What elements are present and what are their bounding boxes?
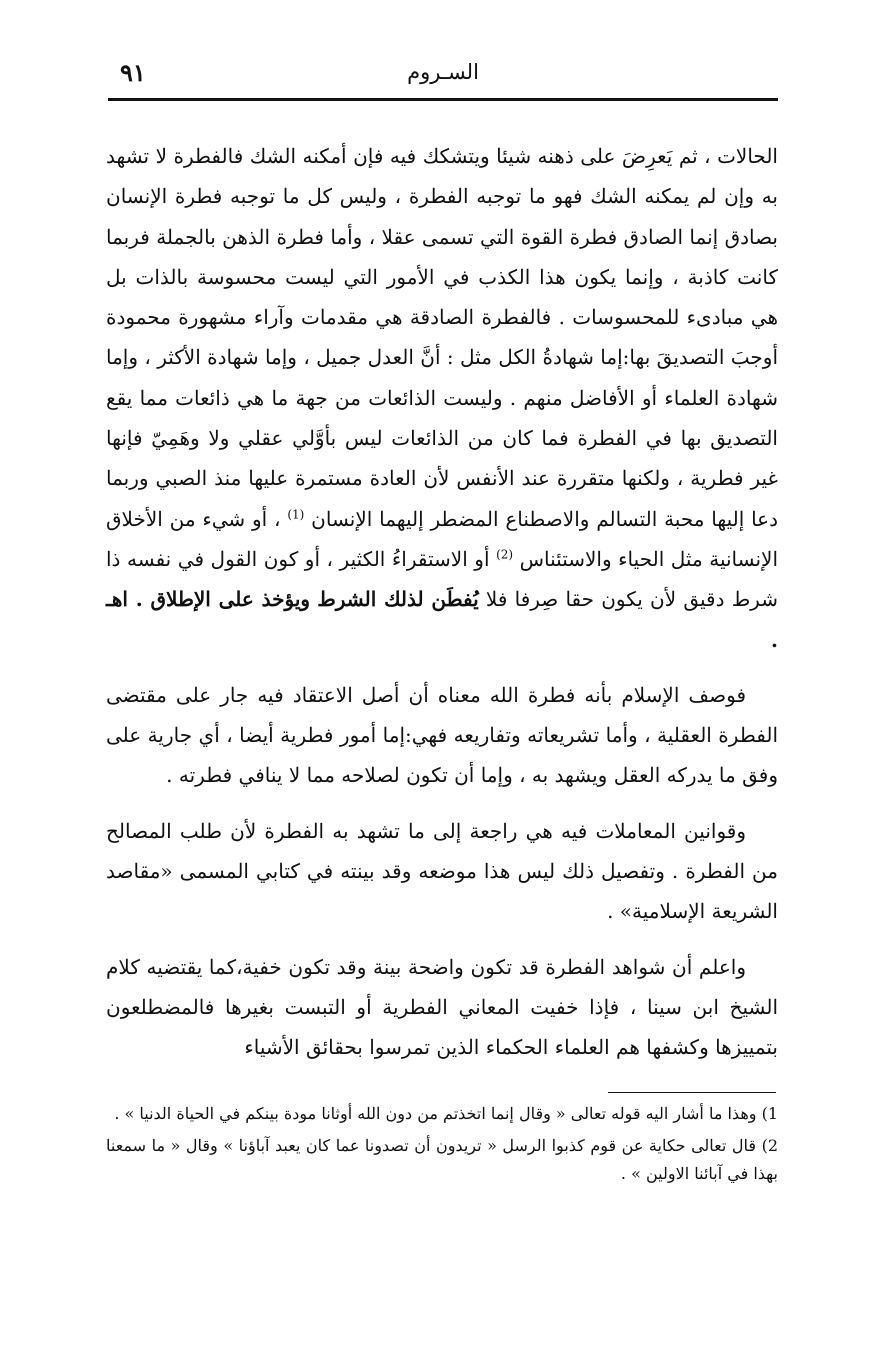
paragraph-quotation bbox=[106, 136, 778, 660]
paragraph-transactions: وقوانين المعاملات فيه هي راجعة إلى ما تشهد به الفطرة لأن طلب المصالح من الفطرة . وتفصيل ذلك ليس هذا موضعه وقد بينته في كتابي المسمى «مقاصد الشريعة الإسلامية» . bbox=[106, 818, 778, 924]
paragraph-islam-fitra: فوصف الإسلام بأنه فطرة الله معناه أن أصل الاعتقاد فيه جار على مقتضى الفطرة العقلية ، وأما تشريعاته وتفاريعه فهي:إما أمور فطرية أيضا ، أي جارية على وفق ما يدركه العقل ويشهد به ، وإما أن تكون لصلاحه مما لا ينافي فطرته . bbox=[106, 682, 778, 788]
paragraph-text: ويؤخذ على الإطلاق . اهـ . bbox=[106, 587, 778, 652]
footnote-rule bbox=[608, 1092, 776, 1093]
footnote-ref-2[interactable]: (2) bbox=[496, 547, 514, 562]
paragraph-text: أو الاستقراءُ الكثير ، أو كون القول في نفسه ذا شرط دقيق لأن يكون حقا صِرفا فلا bbox=[106, 546, 778, 612]
paragraph-text: ، أو شيء من الأخلاق الإنسانية مثل الحياء والاستئناس bbox=[106, 506, 779, 571]
page-number: ٩١ bbox=[120, 58, 146, 87]
footnotes bbox=[106, 1100, 778, 1192]
main-text bbox=[106, 136, 778, 1068]
bold-phrase: يُفطَن لذلك الشرط bbox=[317, 587, 479, 612]
paragraph-evidence: واعلم أن شواهد الفطرة قد تكون واضحة بينة وقد تكون خفية،كما يقتضيه كلام الشيخ ابن سينا ، فإذا خفيت المعاني الفطرية أو التبست بغيرها فالمضطلعون بتمييزها وكشفها هم العلماء الحكماء الذين تمرسوا بحقائق الأشياء bbox=[106, 954, 778, 1060]
footnote-2: 2) قال تعالى حكاية عن قوم كذبوا الرسل « تريدون أن تصدونا عما كان يعبد آباؤنا » وقال « ما سمعنا بهذا في آبائنا الاولين » . bbox=[106, 1136, 779, 1183]
footnote-ref-1[interactable]: (1) bbox=[287, 507, 305, 522]
paragraph-text: الحالات ، ثم يَعرِضَ على ذهنه شيئا ويتشكك فيه فإن أمكنه الشك فالفطرة لا تشهد به وإن لم يمكنه الشك فهو ما توجبه الفطرة ، وليس كل ما توجبه فطرة الإنسان بصادق إنما الصادق فطرة القوة التي تسمى عقلا ، وأما فطرة الذهن بالجملة فربما كانت كاذبة ، وإنما يكون هذا الكذب في الأمور التي ليست محسوسة بالذات بل هي مبادىء للمحسوسات . فالفطرة الصادقة هي مقدمات وآراء مشهورة محمودة أوجبَ التصديقَ بها:إما شهادةُ الكل مثل : أنَّ العدل جميل ، وإما شهادة الأكثر ، وإما شهادة العلماء أو الأفاضل منهم . وليست الذائعات من جهة ما هي ذائعات مما يقع التصديق بها في الفطرة فما كان من الذائعات ليس بأوَّلي عقلي ولا وهَمِيّ فإنها غير فطرية ، ولكنها متقررة عند الأنفس لأن العادة مستمرة عليها منذ الصبي وربما دعا إليها محبة التسالم والاصطناع المضطر إليهما الإنسان bbox=[106, 144, 779, 531]
running-title: السـروم bbox=[407, 60, 479, 84]
page-header bbox=[108, 58, 778, 98]
header-rule bbox=[108, 98, 778, 101]
footnote-1: 1) وهذا ما أشار اليه قوله تعالى « وقال إنما اتخذتم من دون الله أوثانا مودة بينكم في الحياة الدنيا » . bbox=[114, 1104, 778, 1123]
